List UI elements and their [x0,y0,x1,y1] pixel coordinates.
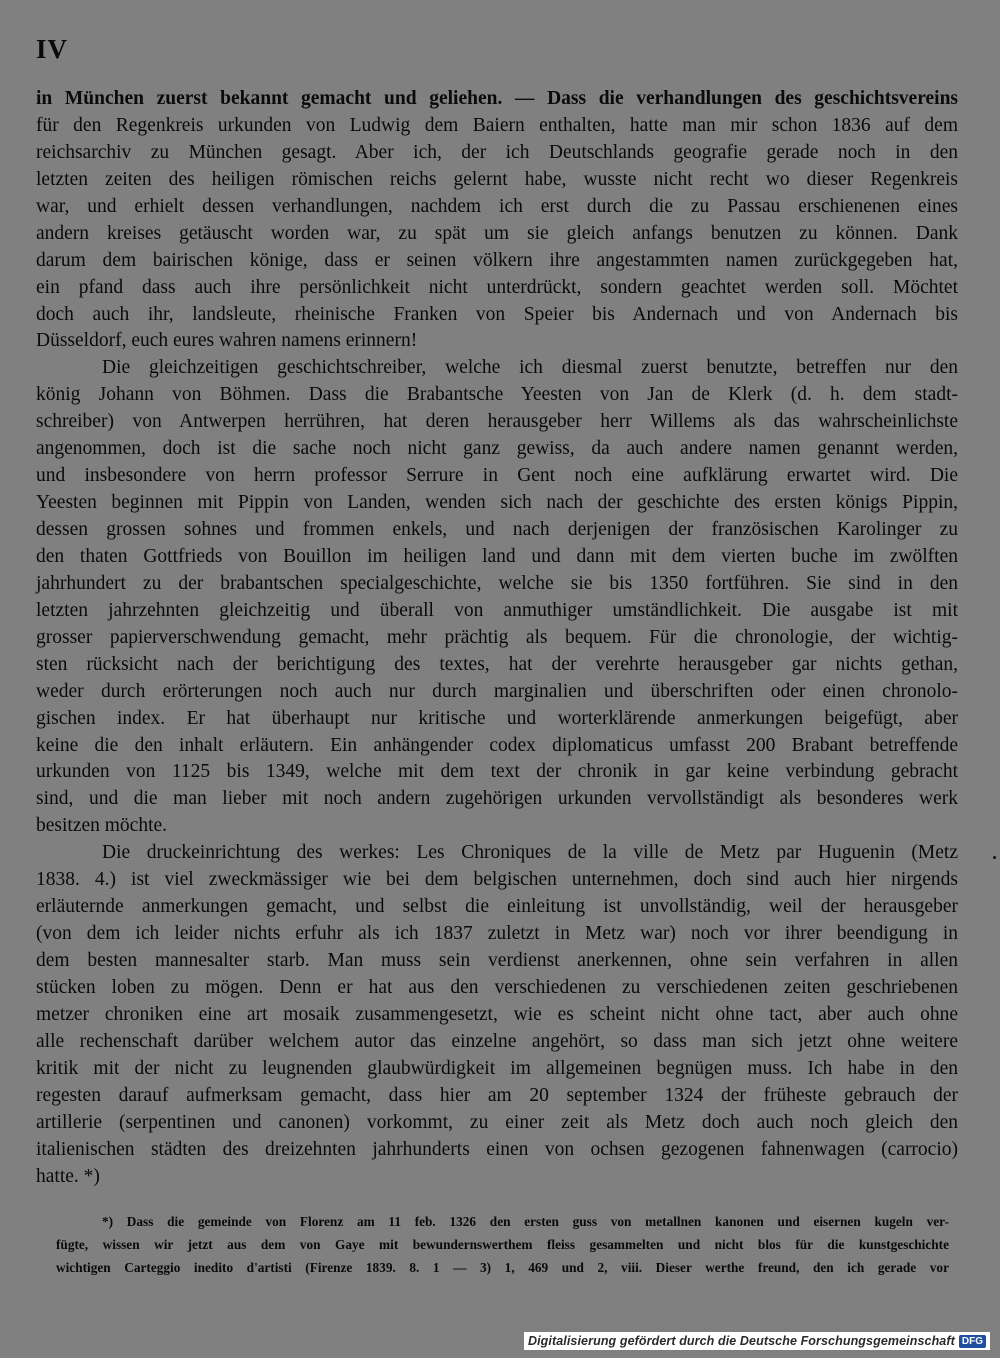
text-line: ein pfand dass auch ihre persönlichkeit nicht unterdrückt, sondern geachtet werden soll. Möchtet [36,276,958,298]
text-line: in München zuerst bekannt gemacht und geliehen. — Dass die verhandlungen des geschichtsvereins [36,88,958,109]
text-line: metzer chroniken eine art mosaik zusammengesetzt, wie es scheint nicht ohne tact, aber auch ohne [36,1003,958,1025]
text-line: dessen grossen sohnes und frommen enkels, und nach derjenigen der französischen Karolinger zu [36,519,958,540]
text-line: letzten zeiten des heiligen römischen reichs gelernt habe, wusste nicht recht wo dieser Regenkreis [36,168,958,190]
text-line: grosser papierverschwendung gemacht, mehr prächtig als bequem. Für die chronologie, der wichtig- [36,626,958,648]
text-line: Yeesten beginnen mit Pippin von Landen, wenden sich nach der geschichte des ersten königs Pippin, [36,492,958,514]
text-line: sind, und die man lieber mit noch andern zugehörigen urkunden vervollständigt als besonderes werk [36,788,958,810]
text-line: 1838. 4.) ist viel zweckmässiger wie bei dem belgischen unternehmen, doch sind auch hier nirgends [36,869,958,891]
text-line: stücken loben zu mögen. Denn er hat aus den verschiedenen zu verschiedenen zeiten geschriebenen [36,976,958,998]
text-line: sten rücksicht nach der berichtigung des textes, hat der verehrte herausgeber gar nichts gethan, [36,653,958,675]
footnote-line: *) Dass die gemeinde von Florenz am 11 feb. 1326 den ersten guss von metallnen kanonen und eisernen kugeln ver- [102,1214,949,1229]
text-line: dem besten mannesalter starb. Man muss sein verdienst anerkennen, ohne sein verfahren in allen [36,950,958,971]
text-line: war, und erhielt dessen verhandlungen, nachdem ich erst durch die zu Passau erschienenen eines [36,195,958,217]
text-line: urkunden von 1125 bis 1349, welche mit dem text der chronik in gar keine verbindung gebracht [36,761,958,783]
text-line: Die gleichzeitigen geschichtschreiber, welche ich diesmal zuerst benutzte, betreffen nur den [102,357,958,379]
text-line: weder durch erörterungen noch auch nur durch marginalien und überschriften oder einen chronolo- [36,680,958,702]
text-line: andern kreises getäuscht worden war, zu spät um sie gleich anfangs benutzen zu können. Dank [36,222,958,244]
text-line: artillerie (serpentinen und canonen) vorkommt, zu einer zeit als Metz doch auch noch gleich den [36,1111,958,1133]
dfg-logo-icon: DFG [959,1335,986,1348]
dfg-credit-bar[interactable] [524,1332,990,1350]
text-line: und insbesondere von herrn professor Serrure in Gent noch eine aufklärung erwartet wird. Die [36,465,958,487]
footnote [56,1210,949,1279]
footnote-line: wichtigen Carteggio inedito d'artisti (Firenze 1839. 8. 1 — 3) 1, 469 und 2, viii. Dieser werthe freund, den ich gerade vor [56,1260,949,1275]
page-number: IV [36,34,69,64]
text-line: Düsseldorf, euch eures wahren namens erinnern! [36,330,418,352]
text-line: erläuternde anmerkungen gemacht, und selbst die einleitung ist unvollständig, weil der herausgeber [36,896,958,918]
text-line: könig Johann von Böhmen. Dass die Brabantsche Yeesten von Jan de Klerk (d. h. dem stadt- [36,384,958,406]
text-line: italienischen städten des dreizehnten jahrhunderts einen von ochsen gezogenen fahnenwagen (carrocio) [36,1138,958,1160]
text-line: darum dem bairischen könige, dass er seinen völkern ihre angestammten namen zurückgegeben hat, [36,249,958,271]
text-line: kritik mit der nicht zu leugnenden glaubwürdigkeit im allgemeinen begnügen muss. Ich habe in den [36,1057,958,1079]
text-line: reichsarchiv zu München gesagt. Aber ich, der ich Deutschlands geografie gerade noch in den [36,141,958,163]
text-line: keine die den inhalt erläutern. Ein anhängender codex diplomaticus umfasst 200 Brabant betreffende [36,734,958,756]
text-line: besitzen möchte. [36,815,168,837]
text-line: (von dem ich leider nichts erfuhr als ich 1837 zuletzt in Metz war) noch vor ihrer beendigung in [36,923,958,945]
text-line: schreiber) von Antwerpen herrühren, hat deren herausgeber herr Willems als das wahrscheinlichste [36,411,958,433]
text-line: für den Regenkreis urkunden von Ludwig dem Baiern enthalten, hatte man mir schon 1836 auf dem [36,114,958,136]
text-line: letzten jahrzehnten gleichzeitig und überall von anmuthiger umständlichkeit. Die ausgabe ist mit [36,599,958,621]
body-text [36,86,958,1190]
text-line: gischen index. Er hat überhaupt nur kritische und worterklärende anmerkungen beigefügt, aber [36,707,958,729]
text-line: jahrhundert zu der brabantschen specialgeschichte, welche sie bis 1350 fortführen. Sie sind in den [36,572,958,594]
text-line: angenommen, doch ist die sache noch nicht ganz gewiss, da auch andere namen genannt werden, [36,438,958,460]
text-line: doch auch ihr, landsleute, rheinische Franken von Speier bis Andernach und von Andernach bis [36,303,958,325]
text-line: alle rechenschaft darüber welchem autor das einzelne angehört, so dass man sich jetzt ohne weitere [36,1030,958,1052]
text-line: den thaten Gottfrieds von Bouillon im heiligen land und dann mit dem vierten buche im zwölften [36,545,958,567]
text-line: Die druckeinrichtung des werkes: Les Chroniques de la ville de Metz par Huguenin (Metz [102,842,958,864]
text-line: regesten darauf aufmerksam gemacht, dass hier am 20 september 1324 der früheste gebrauch der [36,1084,958,1106]
scan-speck [993,856,996,859]
text-line: hatte. *) [36,1165,100,1187]
dfg-credit-text: Digitalisierung gefördert durch die Deutsche Forschungsgemeinschaft [527,1334,955,1348]
footnote-line: fügte, wissen wir jetzt aus dem von Gaye mit bewundernswerthem fleiss gesammelten und nicht blos für die kunstgeschichte [56,1237,949,1252]
